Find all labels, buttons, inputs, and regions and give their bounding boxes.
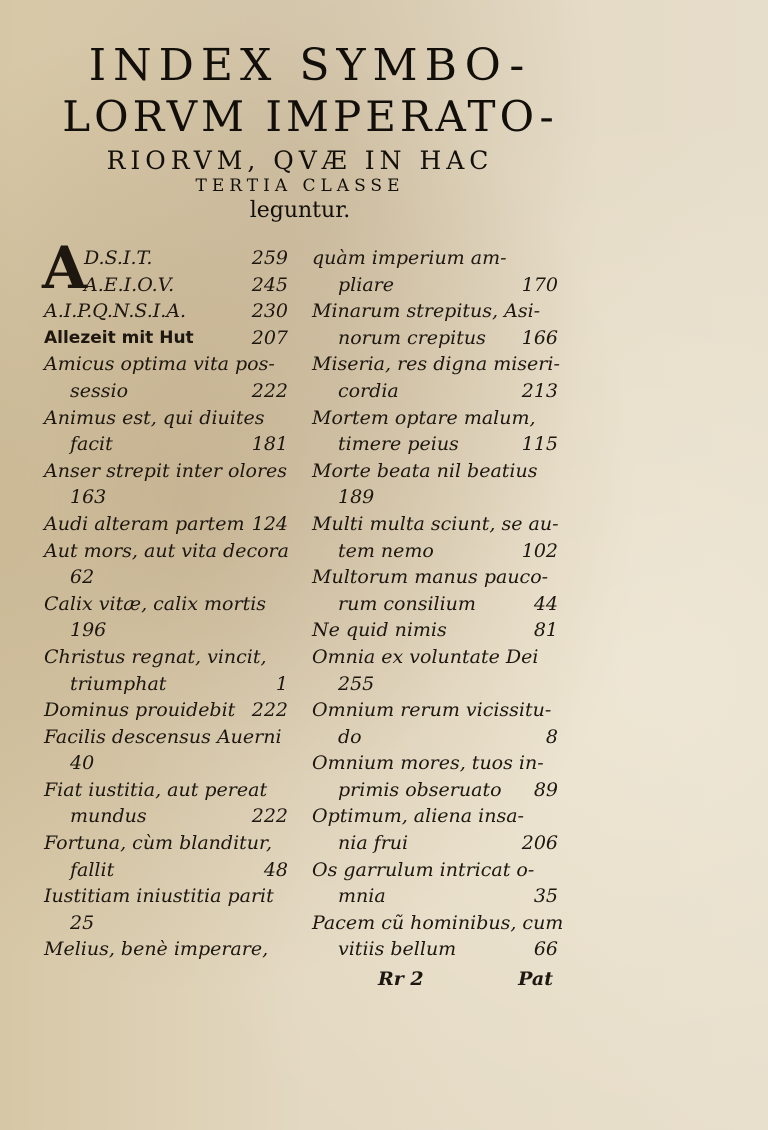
entry-text-line: fallit <box>70 858 115 881</box>
index-entry <box>44 883 288 936</box>
page-number: 66 <box>533 938 558 961</box>
index-entry <box>312 697 558 750</box>
page-number: 115 <box>521 433 558 456</box>
entry-text-line: Christus regnat, vincit, <box>44 645 267 668</box>
entry-text-line: triumphat <box>70 672 167 695</box>
entry-text-line: Amicus optima vita pos- <box>44 353 275 376</box>
index-entry <box>312 458 558 511</box>
entry-text-line: A.I.P.Q.N.S.I.A. <box>44 300 187 323</box>
page-number: 124 <box>251 512 288 535</box>
entry-text-line: D.S.I.T. <box>84 247 153 269</box>
index-entry <box>44 697 288 724</box>
entry-text-line: 189 <box>338 486 375 509</box>
entry-text-line: Facilis descensus Auerni <box>44 725 282 748</box>
index-entry <box>312 617 558 644</box>
page-number: 181 <box>251 433 288 456</box>
entry-text-line: Aut mors, aut vita decora <box>44 539 289 562</box>
index-entry <box>312 245 558 298</box>
index-entry <box>312 644 558 697</box>
index-entry <box>44 830 288 883</box>
catchword: Pat <box>518 968 553 990</box>
entry-text-line: 40 <box>70 752 95 775</box>
index-entry <box>312 857 558 910</box>
page-number: 170 <box>521 273 558 296</box>
page-number: 222 <box>251 805 288 828</box>
entry-text-line: 163 <box>70 486 107 509</box>
page-number: 89 <box>533 778 558 801</box>
index-entry <box>312 405 558 458</box>
page-number: 213 <box>521 379 558 402</box>
entry-text-line: 62 <box>70 566 95 589</box>
entry-text-line: Iustitiam iniustitia parit <box>44 885 274 908</box>
entry-text-line: Allezeit mit Hut <box>44 327 194 348</box>
index-entry <box>312 298 558 351</box>
entry-text-line: Fortuna, cùm blanditur, <box>44 832 273 855</box>
entry-text-line: primis obseruato <box>338 778 502 801</box>
index-entry <box>44 405 288 458</box>
index-entry <box>312 750 558 803</box>
entry-text-line: Anser strepit inter olores <box>44 459 288 482</box>
index-entry <box>44 777 288 830</box>
page-number: 222 <box>251 379 288 402</box>
page-number: 207 <box>251 326 288 349</box>
index-column-right <box>312 245 564 963</box>
entry-text-line: Minarum strepitus, Asi- <box>312 300 541 323</box>
entry-text-line: Miseria, res digna miseri- <box>312 353 560 376</box>
entry-text-line: tem nemo <box>338 539 434 562</box>
entry-text-line: Omnium mores, tuos in- <box>312 752 544 775</box>
index-entry <box>44 538 288 591</box>
index-entry <box>312 351 558 404</box>
index-entry <box>44 272 288 299</box>
index-column-left <box>42 234 289 963</box>
index-entry <box>44 298 288 325</box>
entry-text-line: Multi multa sciunt, se au- <box>312 512 559 535</box>
entry-text-line: pliare <box>338 273 394 296</box>
index-entry <box>44 351 288 404</box>
entry-text-line: facit <box>70 433 113 456</box>
entry-text-line: do <box>338 725 362 748</box>
index-entry <box>44 458 288 511</box>
index-entry <box>44 724 288 777</box>
index-title-line-4: TERTIA CLASSE <box>195 176 405 196</box>
entry-text-line: Melius, benè imperare, <box>44 938 269 961</box>
entry-text-line: Animus est, qui diuites <box>44 406 265 429</box>
entry-text-line: 25 <box>70 911 95 934</box>
index-entry <box>312 511 558 564</box>
page-number: 230 <box>251 300 288 323</box>
entry-text-line: Dominus prouidebit <box>44 699 236 722</box>
entry-text-line: Multorum manus pauco- <box>312 566 549 589</box>
entry-text-line: Os garrulum intricat o- <box>312 858 535 881</box>
index-entry <box>312 564 558 617</box>
entry-text-line: Omnia ex voluntate Dei <box>312 645 539 668</box>
index-title-line-5: leguntur. <box>249 198 351 223</box>
index-title-line-2: LORVM IMPERATO- <box>62 92 558 141</box>
page-number: 222 <box>251 699 288 722</box>
entry-text-line: Calix vitæ, calix mortis <box>44 592 267 615</box>
entry-text-line: Omnium rerum vicissitu- <box>312 699 552 722</box>
index-entry <box>44 511 288 538</box>
index-title-line-3: RIORVM, QVÆ IN HAC <box>106 146 494 175</box>
entry-text-line: Optimum, aliena insa- <box>312 805 524 828</box>
entry-text-line: rum consilium <box>338 592 476 615</box>
entry-text-line: quàm imperium am- <box>312 247 507 269</box>
entry-text-line: Fiat iustitia, aut pereat <box>44 778 268 801</box>
entry-text-line: A.E.I.O.V. <box>84 273 175 296</box>
entry-text-line: Ne quid nimis <box>312 619 447 642</box>
entry-text-line: Audi alteram partem <box>44 512 245 535</box>
index-title-line-1: INDEX SYMBO- <box>88 40 532 91</box>
page-number: 206 <box>521 832 558 855</box>
entry-text-line: Pacem cũ hominibus, cum <box>312 911 564 934</box>
page-number: 245 <box>251 273 288 296</box>
entry-text-line: Morte beata nil beatius <box>312 459 538 482</box>
page-number: 35 <box>533 885 558 908</box>
drop-cap: A <box>42 234 88 302</box>
page-number: 166 <box>521 326 558 349</box>
entry-text-line: vitiis bellum <box>338 938 457 961</box>
index-entry <box>44 644 288 697</box>
index-entry <box>44 936 288 963</box>
page-number: 1 <box>275 672 288 695</box>
index-entry <box>44 591 288 644</box>
index-entry <box>312 910 564 963</box>
page-number: 44 <box>533 592 558 615</box>
entry-text-line: 196 <box>70 619 107 642</box>
entry-text-line: mundus <box>70 805 147 828</box>
entry-text-line: norum crepitus <box>338 326 486 349</box>
index-entry <box>312 803 558 856</box>
entry-text-line: sessio <box>70 379 129 402</box>
page-number: 102 <box>521 539 558 562</box>
page-number: 8 <box>545 725 558 748</box>
entry-text-line: cordia <box>338 379 399 402</box>
entry-text-line: timere peius <box>338 433 459 456</box>
entry-text-line: mnia <box>338 885 386 908</box>
page-number: 81 <box>533 619 558 642</box>
signature-mark: Rr 2 <box>378 968 424 990</box>
entry-text-line: nia frui <box>338 832 409 855</box>
entry-text-line: 255 <box>338 672 375 695</box>
page-number: 48 <box>263 858 288 881</box>
page-number: 259 <box>251 247 288 269</box>
index-entry <box>44 325 288 352</box>
entry-text-line: Mortem optare malum, <box>312 406 536 429</box>
